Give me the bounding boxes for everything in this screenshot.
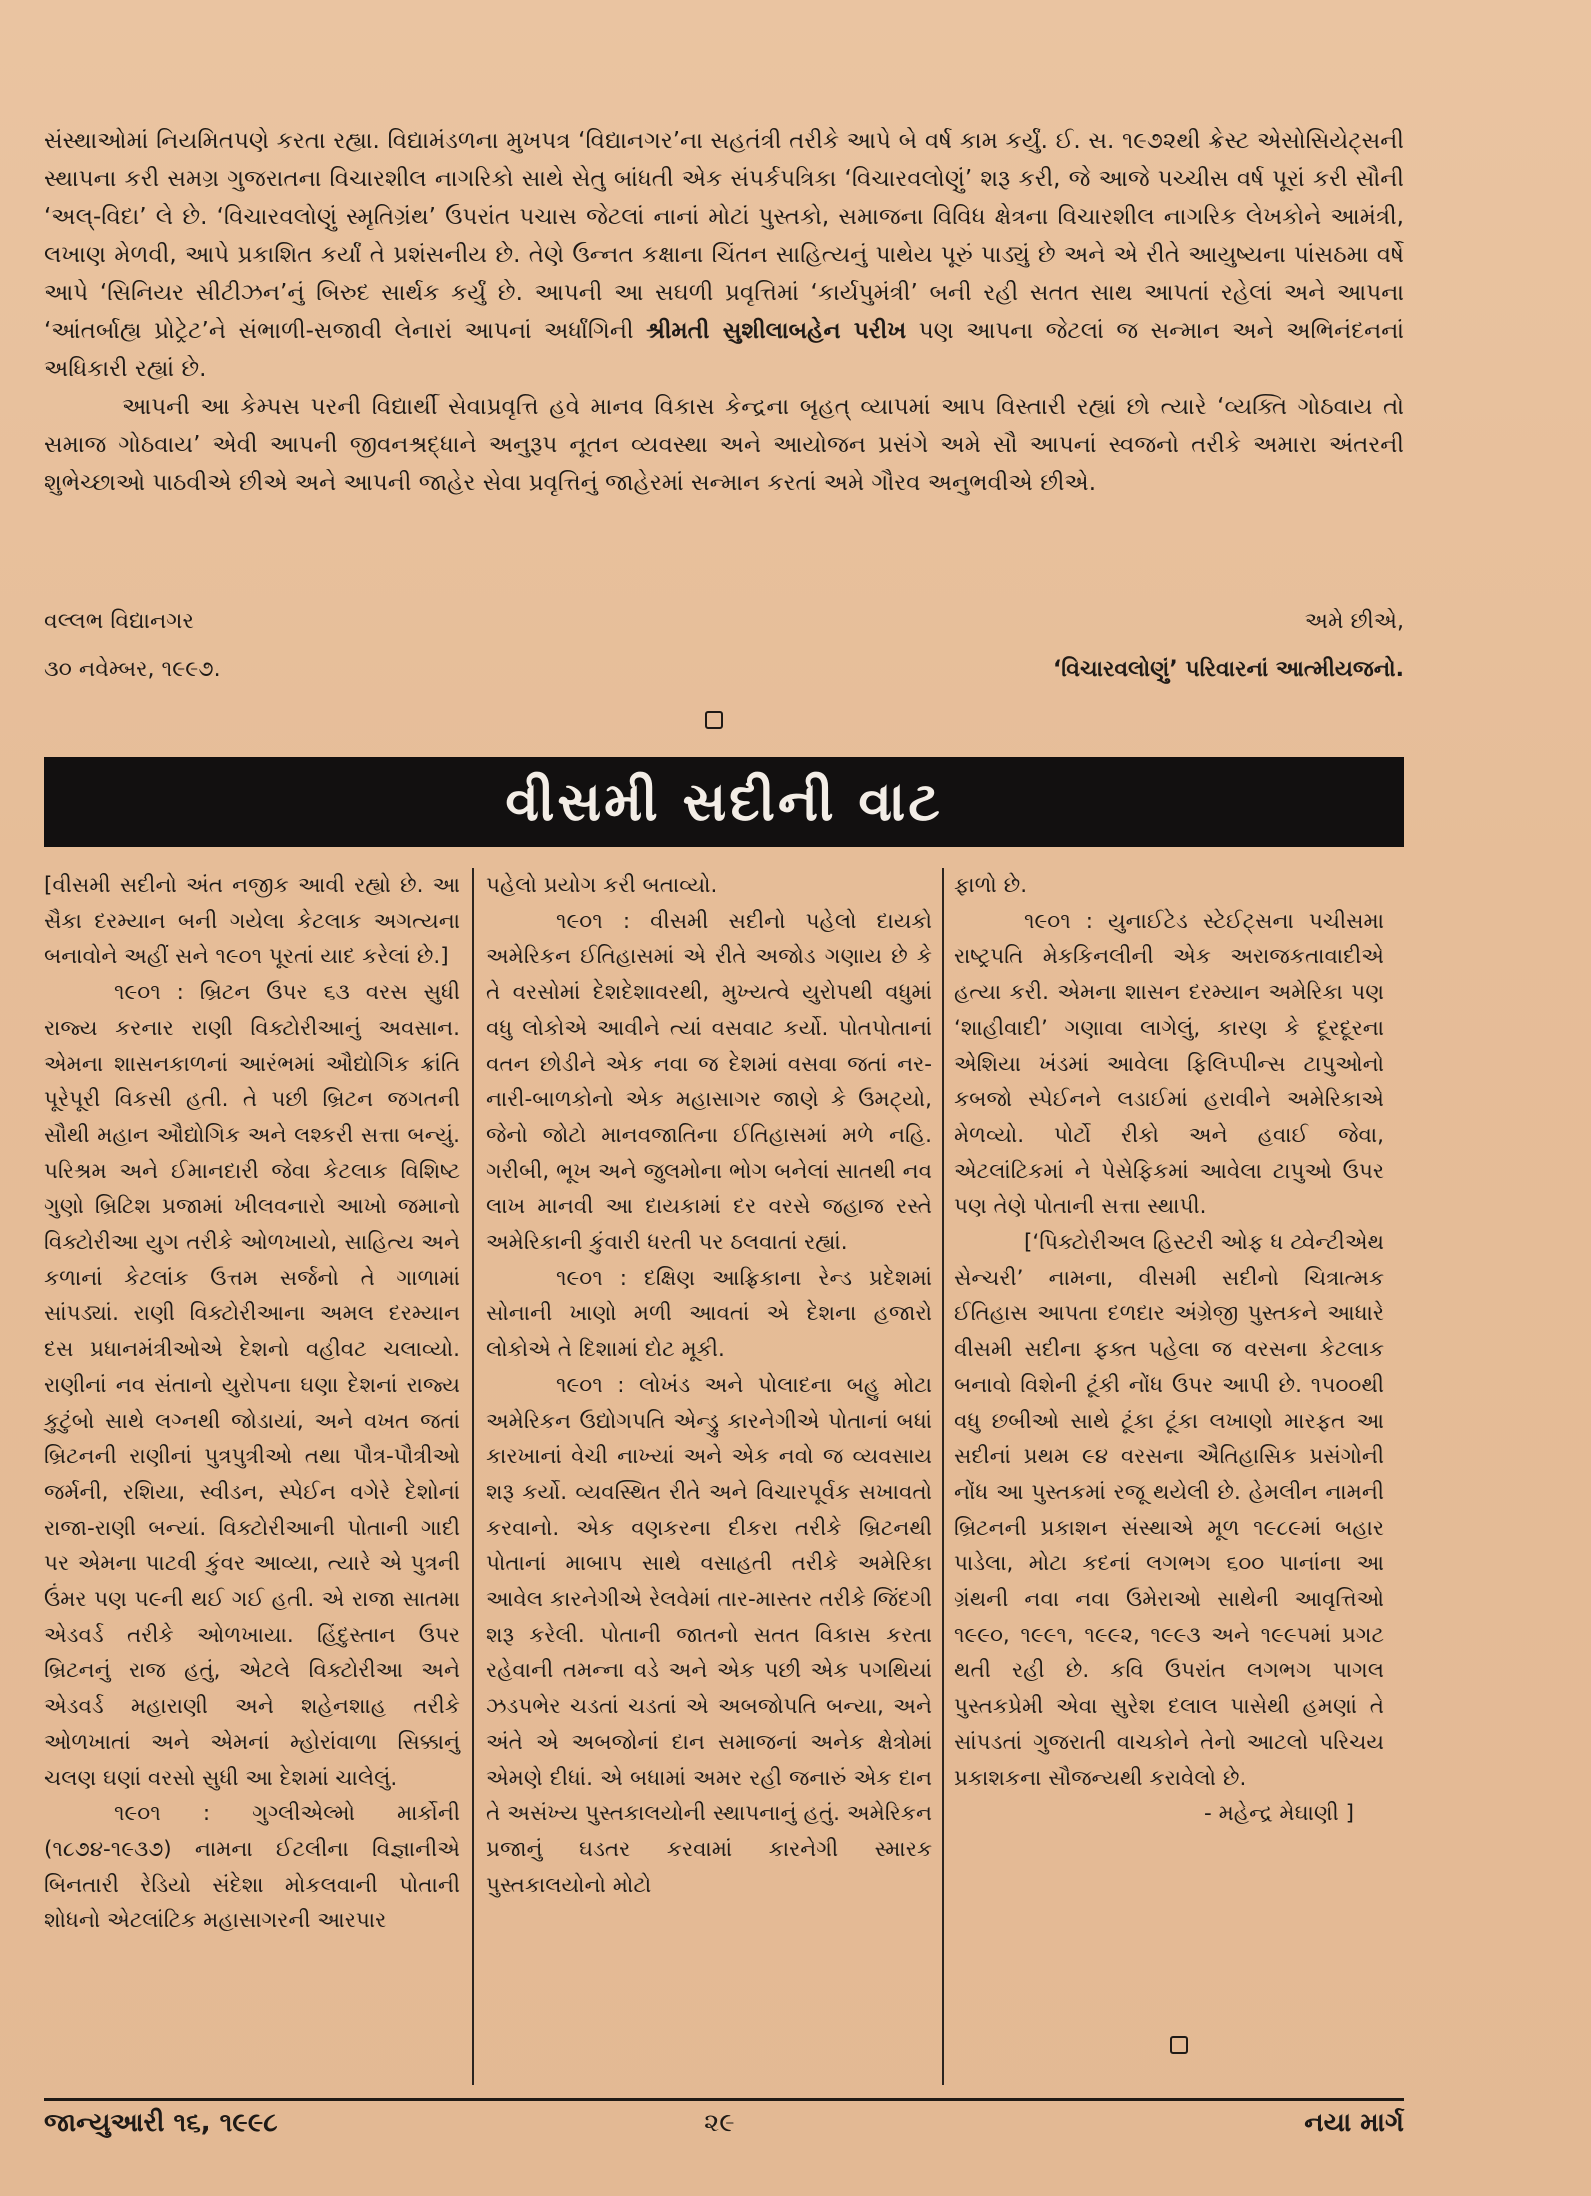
signoff-we-are: અમે છીએ, [1304,609,1404,634]
letter-signoff [44,598,1404,682]
column-divider [472,868,474,2085]
signoff-place: વલ્લભ વિદ્યાનગર [44,609,194,634]
column-3-paragraph: ૧૯૦૧ : યુનાઈટેડ સ્ટેઈટ્સના પચીસમા રાષ્ટ્રપતિ મેકકિનલીની એક અરાજકતાવાદીએ હત્યા કરી. એમના શાસન દરમ્યાન અમેરિકા પણ ‘શાહીવાદી’ ગણાવા લાગેલું, કારણ કે દૂરદૂરના એશિયા ખંડમાં આવેલા ફિલિપ્પીન્સ ટાપુઓનો કબજો સ્પેઈનને લડાઈમાં હરાવીને અમેરિકાએ મેળવ્યો. પોર્ટો રીકો અને હવાઈ જેવા, એટલાંટિકમાં ને પેસેફિકમાં આવેલા ટાપુઓ ઉપર પણ તેણે પોતાની સત્તા સ્થાપી. [954,908,1384,1220]
column-divider [942,868,944,2085]
column-1-intro: [વીસમી સદીનો અંત નજીક આવી રહ્યો છે. આ સૈકા દરમ્યાન બની ગયેલા કેટલાક અગત્યના બનાવોને અહીં સને ૧૯૦૧ પૂરતાં યાદ કરેલાં છે.] [44,873,460,970]
letter-paragraph-1 [44,122,1404,388]
footer-date: જાન્યુઆરી ૧૬, ૧૯૯૮ [44,2108,278,2138]
signoff-date: ૩૦ નવેમ્બર, ૧૯૯૭. [44,657,221,682]
signoff-right [1053,598,1404,694]
letter-paragraph-1-end: પણ આપના જેટલાં જ સન્માન અને અભિનંદનનાં અધિકારી રહ્યાં છે. [44,318,1405,382]
column-1-paragraph: ૧૯૦૧ : ગુગ્લીએલ્મો માર્કોની (૧૮૭૪-૧૯૩૭) નામના ઈટલીના વિજ્ઞાનીએ બિનતારી રેડિયો સંદેશા મોકલવાની પોતાની શોધનો એટલાંટિક મહાસાગરની આરપાર [44,1801,460,1934]
page-number: ૨૯ [704,2108,735,2138]
column-1-paragraph: ૧૯૦૧ : બ્રિટન ઉપર ૬૩ વરસ સુધી રાજ્ય કરનાર રાણી વિક્ટોરીઆનું અવસાન. એમના શાસનકાળનાં આરંભમાં ઔદ્યોગિક ક્રાંતિ પૂરેપૂરી વિકસી હતી. તે પછી બ્રિટન જગતની સૌથી મહાન ઔદ્યોગિક અને લશ્કરી સત્તા બન્યું. પરિશ્રમ અને ઈમાનદારી જેવા કેટલાક વિશિષ્ટ ગુણો બ્રિટિશ પ્રજામાં ખીલવનારો આખો જમાનો વિક્ટોરીઆ યુગ તરીકે ઓળખાયો, સાહિત્ય અને કળાનાં કેટલાંક ઉત્તમ સર્જનો તે ગાળામાં સાંપડ્યાં. રાણી વિક્ટોરીઆના અમલ દરમ્યાન દસ પ્રધાનમંત્રીઓએ દેશનો વહીવટ ચલાવ્યો. રાણીનાં નવ સંતાનો યુરોપના ઘણા દેશનાં રાજ્ય કુટુંબો સાથે લગ્નથી જોડાયાં, અને વખત જતાં બ્રિટનની રાણીનાં પુત્રપુત્રીઓ તથા પૌત્ર-પૌત્રીઓ જર્મની, રશિયા, સ્વીડન, સ્પેઈન વગેરે દેશોનાં રાજા-રાણી બન્યાં. વિક્ટોરીઆની પોતાની ગાદી પર એમના પાટવી કુંવર આવ્યા, ત્યારે એ પુત્રની ઉંમર પણ ૫૯ની થઈ ગઈ હતી. એ રાજા સાતમા એડવર્ડ તરીકે ઓળખાયા. હિંદુસ્તાન ઉપર બ્રિટનનું રાજ હતું, એટલે વિક્ટોરીઆ અને એડવર્ડ મહારાણી અને શહેનશાહ તરીકે ઓળખાતાં અને એમનાં મ્હોરાંવાળા સિક્કાનું ચલણ ઘણાં વરસો સુધી આ દેશમાં ચાલેલું. [44,980,460,1791]
column-2-paragraph: પહેલો પ્રયોગ કરી બતાવ્યો. [486,873,718,898]
article-column-2 [486,868,932,1903]
footer-rule [44,2098,1404,2101]
signoff-family: ‘વિચારવલોણું’ પરિવારનાં આત્મીયજનો. [1052,657,1404,682]
section-end-square-icon [705,711,723,729]
letter-paragraph-1-text: સંસ્થાઓમાં નિયમિતપણે કરતા રહ્યા. વિદ્યામંડળના મુખપત્ર ‘વિદ્યાનગર’ના સહતંત્રી તરીકે આપે બે વર્ષ કામ કર્યું. ઈ. સ. ૧૯૭૨થી ક્રેસ્ટ એસોસિયેટ્સની સ્થાપના કરી સમગ્ર ગુજરાતના વિચારશીલ નાગરિકો સાથે સેતુ બાંધતી એક સંપર્કપત્રિકા ‘વિચારવલોણું’ શરૂ કરી, જે આજે પચ્ચીસ વર્ષ પૂરાં કરી સૌની ‘અલ્-વિદા’ લે છે. ‘વિચારવલોણું સ્મૃતિગ્રંથ’ ઉપરાંત પચાસ જેટલાં નાનાં મોટાં પુસ્તકો, સમાજના વિવિધ ક્ષેત્રના વિચારશીલ નાગરિક લેખકોને આમંત્રી, લખાણ મેળવી, આપે પ્રકાશિત કર્યાં તે પ્રશંસનીય છે. તેણે ઉન્નત કક્ષાના ચિંતન સાહિત્યનું પાથેય પૂરું પાડ્યું છે અને એ રીતે આયુષ્યના પાંસઠમા વર્ષે આપે ‘સિનિયર સીટીઝન’નું બિરુદ સાર્થક કર્યું છે. આપની આ સઘળી પ્રવૃત્તિમાં ‘કાર્યપુમંત્રી’ બની રહી સતત સાથ આપતાં રહેલાં અને આપના ‘આંતર્બાહ્ય પ્રોટ્રેટ’ને સંભાળી-સજાવી લેનારાં આપનાં અર્ધાંગિની [44,128,1404,344]
column-2-paragraph: ૧૯૦૧ : દક્ષિણ આફ્રિકાના રેન્ડ પ્રદેશમાં સોનાની ખાણો મળી આવતાં એ દેશના હજારો લોકોએ તે દિશામાં દોટ મૂકી. [486,1265,932,1363]
column-2-paragraph: ૧૯૦૧ : વીસમી સદીનો પહેલો દાયકો અમેરિકન ઈતિહાસમાં એ રીતે અજોડ ગણાય છે કે તે વરસોમાં દેશદેશાવરથી, મુખ્યત્વે યુરોપથી વધુમાં વધુ લોકોએ આવીને ત્યાં વસવાટ કર્યો. પોતપોતાનાં વતન છોડીને એક નવા જ દેશમાં વસવા જતાં નર-નારી-બાળકોનો એક મહાસાગર જાણે કે ઉમટ્યો, જેનો જોટો માનવજાતિના ઈતિહાસમાં મળે નહિ. ગરીબી, ભૂખ અને જુલમોના ભોગ બનેલાં સાતથી નવ લાખ માનવી આ દાયકામાં દર વરસે જહાજ રસ્તે અમેરિકાની કુંવારી ધરતી પર ઠલવાતાં રહ્યાં. [486,908,932,1256]
article-end-square-icon [1170,2036,1188,2054]
section-title: વીસમી સદીની વાટ [505,770,943,833]
column-3-paragraph: ફાળો છે. [954,873,1028,898]
column-3-note: [‘પિક્ટોરીઅલ હિસ્ટરી ઓફ ધ ટ્વેન્ટીએથ સેન્ચરી’ નામના, વીસમી સદીનો ચિત્રાત્મક ઈતિહાસ આપતા દળદાર અંગ્રેજી પુસ્તકને આધારે વીસમી સદીના ફક્ત પહેલા જ વરસના કેટલાક બનાવો વિશેની ટૂંકી નોંધ ઉપર આપી છે. ૧૫૦૦થી વધુ છબીઓ સાથે ટૂંકા ટૂંકા લખાણો મારફત આ સદીનાં પ્રથમ ૯૪ વરસના ઐતિહાસિક પ્રસંગોની નોંધ આ પુસ્તકમાં રજૂ થયેલી છે. હેમલીન નામની બ્રિટનની પ્રકાશન સંસ્થાએ મૂળ ૧૯૮૯માં બહાર પાડેલા, મોટા કદનાં લગભગ ૬૦૦ પાનાંના આ ગ્રંથની નવા નવા ઉમેરાઓ સાથેની આવૃત્તિઓ ૧૯૯૦, ૧૯૯૧, ૧૯૯૨, ૧૯૯૩ અને ૧૯૯૫માં પ્રગટ થતી રહી છે. કવિ ઉપરાંત લગભગ પાગલ પુસ્તકપ્રેમી એવા સુરેશ દલાલ પાસેથી હમણાં તે સાંપડતાં ગુજરાતી વાચકોને તેનો આટલો પરિચય પ્રકાશકના સૌજન્યથી કરાવેલો છે. [954,1230,1384,1791]
article-column-1 [44,868,460,1939]
letter-paragraph-2: આપની આ કેમ્પસ પરની વિદ્યાર્થી સેવાપ્રવૃત્તિ હવે માનવ વિકાસ કેન્દ્રના બૃહત્ વ્યાપમાં આપ વિસ્તારી રહ્યાં છો ત્યારે ‘વ્યક્તિ ગોઠવાય તો સમાજ ગોઠવાય’ એવી આપની જીવનશ્રદ્ધાને અનુરૂપ નૂતન વ્યવસ્થા અને આયોજન પ્રસંગે અમે સૌ આપનાં સ્વજનો તરીકે અમારા અંતરની શુભેચ્છાઓ પાઠવીએ છીએ અને આપની જાહેર સેવા પ્રવૃત્તિનું જાહેરમાં સન્માન કરતાં અમે ગૌરવ અનુભવીએ છીએ. [44,394,1404,496]
article-column-3 [954,868,1384,1832]
signoff-left [44,598,221,694]
column-2-paragraph: ૧૯૦૧ : લોખંડ અને પોલાદના બહુ મોટા અમેરિકન ઉદ્યોગપતિ એન્ડ્રુ કારનેગીએ પોતાનાં બધાં કારખાનાં વેચી નાખ્યાં અને એક નવો જ વ્યવસાય શરૂ કર્યો. વ્યવસ્થિત રીતે અને વિચારપૂર્વક સખાવતો કરવાનો. એક વણકરના દીકરા તરીકે બ્રિટનથી પોતાનાં માબાપ સાથે વસાહતી તરીકે અમેરિકા આવેલ કારનેગીએ રેલવેમાં તાર-માસ્તર તરીકે જિંદગી શરૂ કરેલી. પોતાની જાતનો સતત વિકાસ કરતા રહેવાની તમન્ના વડે અને એક પછી એક પગથિયાં ઝડપભેર ચડતાં ચડતાં એ અબજોપતિ બન્યા, અને અંતે એ અબજોનાં દાન સમાજનાં અનેક ક્ષેત્રોમાં એમણે દીધાં. એ બધામાં અમર રહી જનારું એક દાન તે અસંખ્ય પુસ્તકાલયોની સ્થાપનાનું હતું. અમેરિકન પ્રજાનું ઘડતર કરવામાં કારનેગી સ્મારક પુસ્તકાલયોનો મોટો [486,1372,932,1898]
journal-name: નયા માર્ગ [1304,2108,1404,2138]
honoree-name: શ્રીમતી સુશીલાબહેન પરીખ [646,318,907,344]
letter-body [44,122,1404,502]
section-banner [44,757,1404,847]
page-footer [44,2108,1404,2158]
article-signature: - મહેન્દ્ર મેઘાણી ] [1204,1801,1354,1827]
